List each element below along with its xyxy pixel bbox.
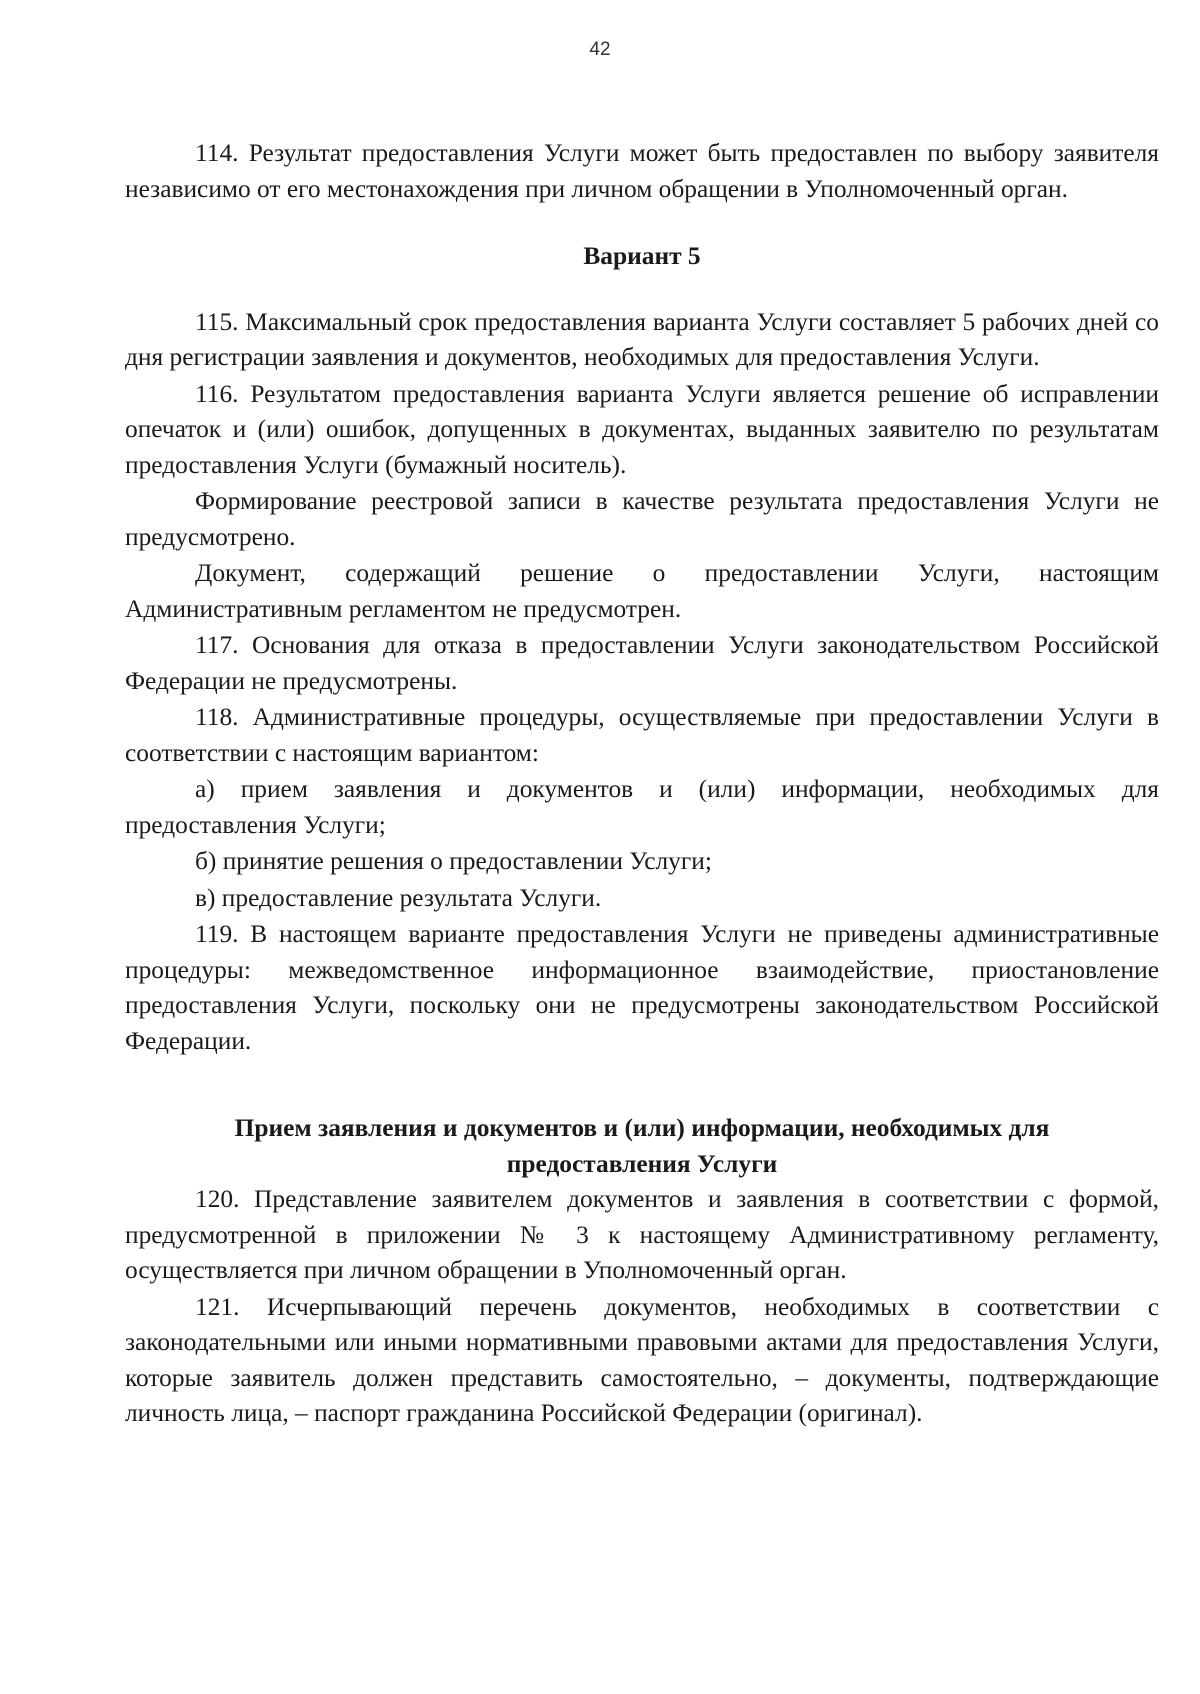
paragraph-decision-document: Документ, содержащий решение о предоставлении Услуги, настоящим Административным регламентом не предусмотрен. — [125, 559, 1159, 623]
paragraph-115: 115. Максимальный срок предоставления варианта Услуги составляет 5 рабочих дней со дня регистрации заявления и документов, необходимых для предоставления Услуги. — [125, 307, 1159, 371]
paragraph-120: 120. Представление заявителем документов и заявления в соответствии с формой, предусмотренной в приложении № 3 к настоящему Административному регламенту, осуществляется при личном обращении в Уполномоченный орган. — [125, 1185, 1159, 1284]
paragraph-117: 117. Основания для отказа в предоставлении Услуги законодательством Российской Федерации не предусмотрены. — [125, 631, 1159, 695]
list-item-b: б) принятие решения о предоставлении Услуги; — [195, 847, 712, 875]
paragraph-118: 118. Административные процедуры, осуществляемые при предоставлении Услуги в соответствии с настоящим вариантом: — [125, 703, 1159, 767]
section-heading-reception: Прием заявления и документов и (или) информации, необходимых для предоставления Услуги — [234, 1114, 1050, 1178]
paragraph-114: 114. Результат предоставления Услуги может быть предоставлен по выбору заявителя независимо от его местонахождения при личном обращении в Уполномоченный орган. — [125, 139, 1159, 203]
page-number: 42 — [589, 39, 611, 60]
list-item-a: а) прием заявления и документов и (или) информации, необходимых для предоставления Услуги; — [125, 775, 1159, 839]
paragraph-116: 116. Результатом предоставления варианта Услуги является решение об исправлении опечаток и (или) ошибок, допущенных в документах, выданных заявителю по результатам предоставления Услуги (бумажный носитель). — [125, 379, 1159, 479]
paragraph-121: 121. Исчерпывающий перечень документов, необходимых в соответствии с законодательными или иными нормативными правовыми актами для предоставления Услуги, которые заявитель должен представить самостоятельно, – документы, подтверждающие личность лица, – паспорт гражданина Российской Федерации (оригинал). — [125, 1292, 1159, 1427]
paragraph-119: 119. В настоящем варианте предоставления Услуги не приведены административные процедуры: межведомственное информационное взаимодействие, приостановление предоставления Услуги, поскольку они не предусмотрены законодательством Российской Федерации. — [125, 920, 1159, 1055]
document-body — [125, 136, 1159, 1432]
section-heading-variant-5: Вариант 5 — [583, 242, 701, 270]
list-item-v: в) предоставление результата Услуги. — [195, 883, 602, 912]
paragraph-registry-record: Формирование реестровой записи в качестве результата предоставления Услуги не предусмотрено. — [125, 487, 1159, 551]
